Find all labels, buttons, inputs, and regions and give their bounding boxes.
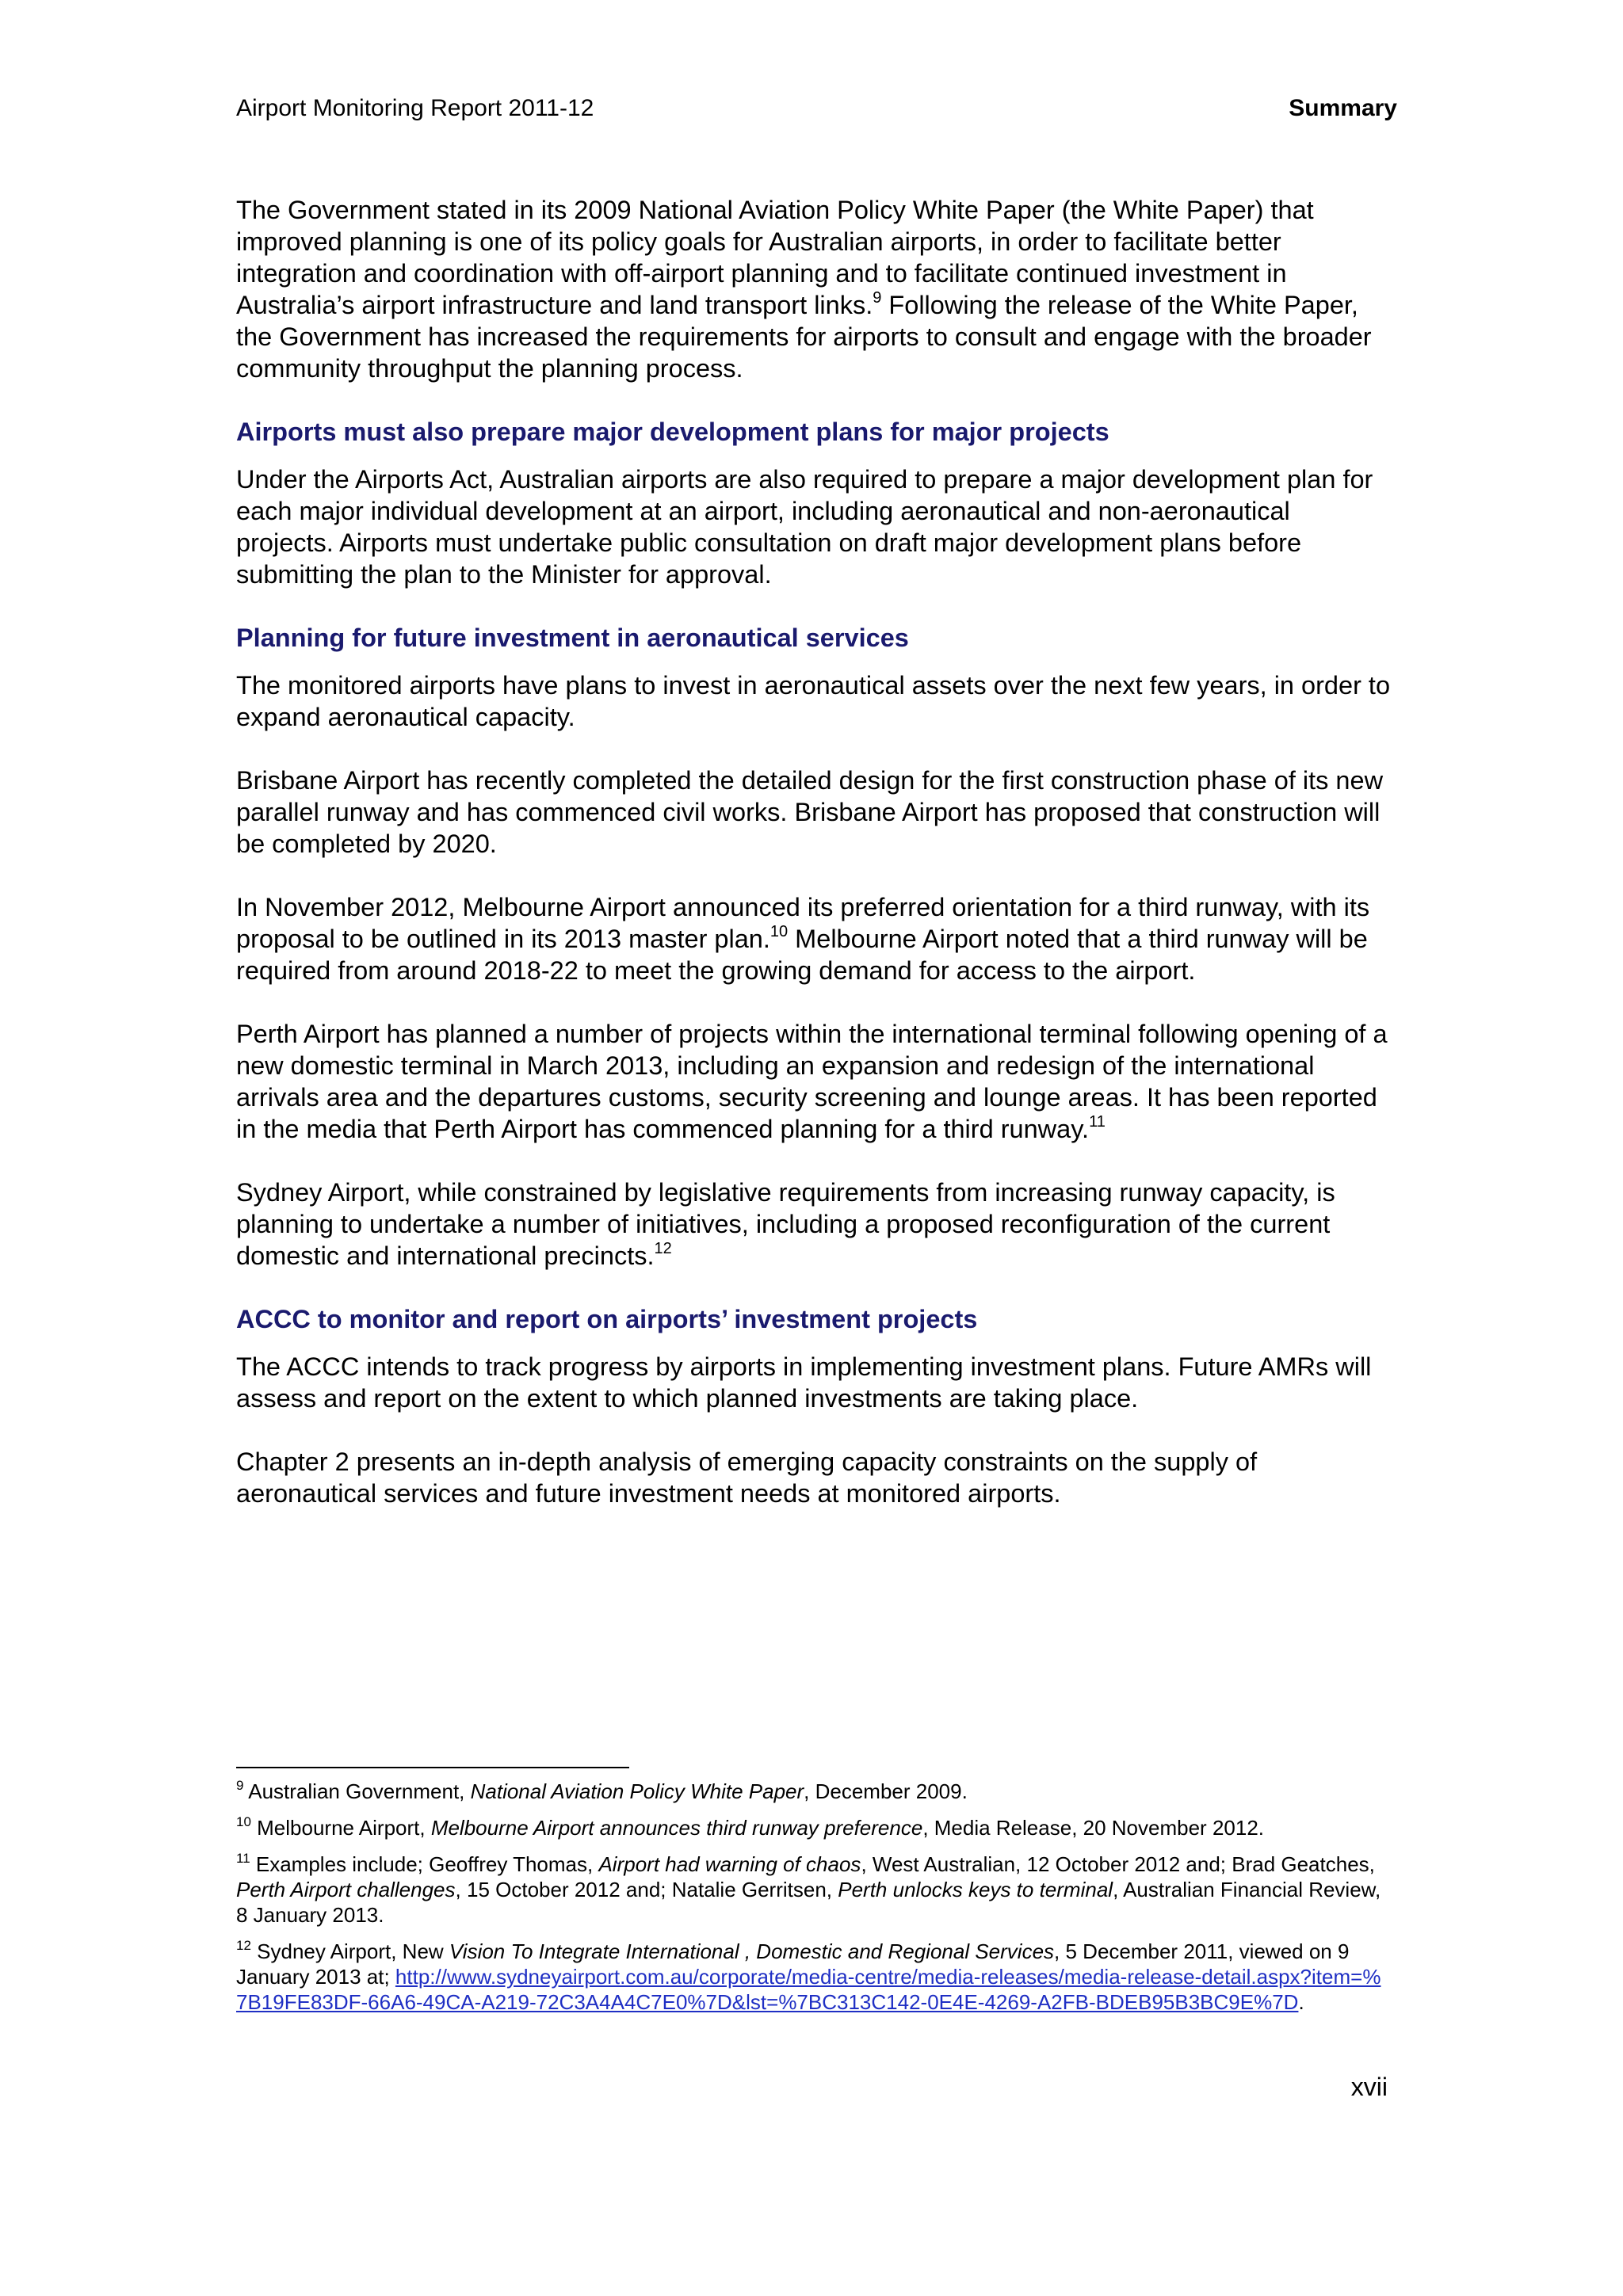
paragraph-white-paper: The Government stated in its 2009 National Aviation Policy White Paper (the White Paper) that improved planning is one of its policy goals for Australian airports, in order to facilitate better integration and coordination with off-airport planning and to facilitate continued investment in Australia’s airport infrastructure and land transport links.$^9$ Following the release of the White Paper, the Government has increased the requirements for airports to consult and engage with the broader community throughput the planning process. [236,196,1372,383]
paragraph-melbourne: In November 2012, Melbourne Airport announced its preferred orientation for a third runway, with its proposal to be outlined in its 2013 master plan.$^{10}$ Melbourne Airport noted that a third runway will be required from around 2018-22 to meet the growing demand for access to the airport. [236,893,1370,985]
report-title: Airport Monitoring Report 2011-12 [236,95,594,121]
footnote-ref-9[interactable]: 9 [873,289,882,307]
sydney-airport-link[interactable]: http://www.sydneyairport.com.au/corporate/media-centre/media-releases/media-release-detail.aspx?item=%7B19FE83DF-66A6-49CA-A219-72C3A4A4C7E0%7D&lst=%7BC313C142-0E4E-4269-A2FB-BDEB95B3BC9E%7D [236,1965,1381,2014]
paragraph-airports-act: Under the Airports Act, Australian airports are also required to prepare a major development plan for each major individual development at an airport, including aeronautical and non-aeronautical projects. Airports must undertake public consultation on draft major development plans before submitting the plan to the Minister for approval. [236,465,1373,589]
footnote-separator [236,1767,629,1768]
footnotes [236,1779,1385,2026]
paragraph-perth: Perth Airport has planned a number of projects within the international terminal following opening of a new domestic terminal in March 2013, including an expansion and redesign of the international arrivals area and the departures customs, security screening and lounge areas. It has been reported in the media that Perth Airport has commenced planning for a third runway.$^{11}$ [236,1020,1388,1143]
section-label: Summary [1289,95,1397,121]
footnote-10: $^{10}$ Melbourne Airport, Melbourne Airport announces third runway preference, Media Release, 20 November 2012. [236,1814,1265,1840]
paragraph-chapter-2: Chapter 2 presents an in-depth analysis of emerging capacity constraints on the supply of aeronautical services and future investment needs at monitored airports. [236,1447,1258,1508]
page-header [236,95,1397,127]
footnote-ref-10[interactable]: 10 [769,923,789,941]
footnote-12: $^{12}$ Sydney Airport, New Vision To Integrate International , Domestic and Regional Services, 5 December 2011, viewed on 9 January 2013 at; http://www.sydneyairport.com.au/corporate/media-centre/media-releases/media-release-detail.aspx?item=%7B19FE83DF-66A6-49CA-A219-72C3A4A4C7E0%7D&lst=%7BC313C142-0E4E-4269-A2FB-BDEB95B3BC9E%7D. [236,1938,1381,2014]
footnote-11: $^{11}$ Examples include; Geoffrey Thomas, Airport had warning of chaos, West Australian, 12 October 2012 and; Brad Geatches, Perth Airport challenges, 15 October 2012 and; Natalie Gerritsen, Perth unlocks keys to terminal, Australian Financial Review, 8 January 2013. [236,1851,1381,1927]
page-number: xvii [1350,2073,1388,2101]
heading-accc-monitor: ACCC to monitor and report on airports’ investment projects [236,1305,978,1333]
main-content [236,194,1393,1541]
paragraph-monitored-airports: The monitored airports have plans to invest in aeronautical assets over the next few years, in order to expand aeronautical capacity. [236,671,1391,731]
paragraph-sydney: Sydney Airport, while constrained by legislative requirements from increasing runway capacity, is planning to undertake a number of initiatives, including a proposed reconfiguration of the current domestic and international precincts.$^{12}$ [236,1178,1335,1270]
paragraph-accc: The ACCC intends to track progress by airports in implementing investment plans. Future AMRs will assess and report on the extent to which planned investments are taking place. [236,1352,1372,1413]
heading-future-investment: Planning for future investment in aeronautical services [236,624,909,652]
paragraph-brisbane: Brisbane Airport has recently completed the detailed design for the first construction phase of its new parallel runway and has commenced civil works. Brisbane Airport has proposed that construction will be completed by 2020. [236,766,1384,858]
footnote-ref-12[interactable]: 12 [654,1240,672,1258]
heading-major-development-plans: Airports must also prepare major development plans for major projects [236,418,1109,446]
footnote-ref-11[interactable]: 11 [1089,1113,1106,1131]
footnote-9: $^9$ Australian Government, National Aviation Policy White Paper, December 2009. [236,1778,968,1803]
